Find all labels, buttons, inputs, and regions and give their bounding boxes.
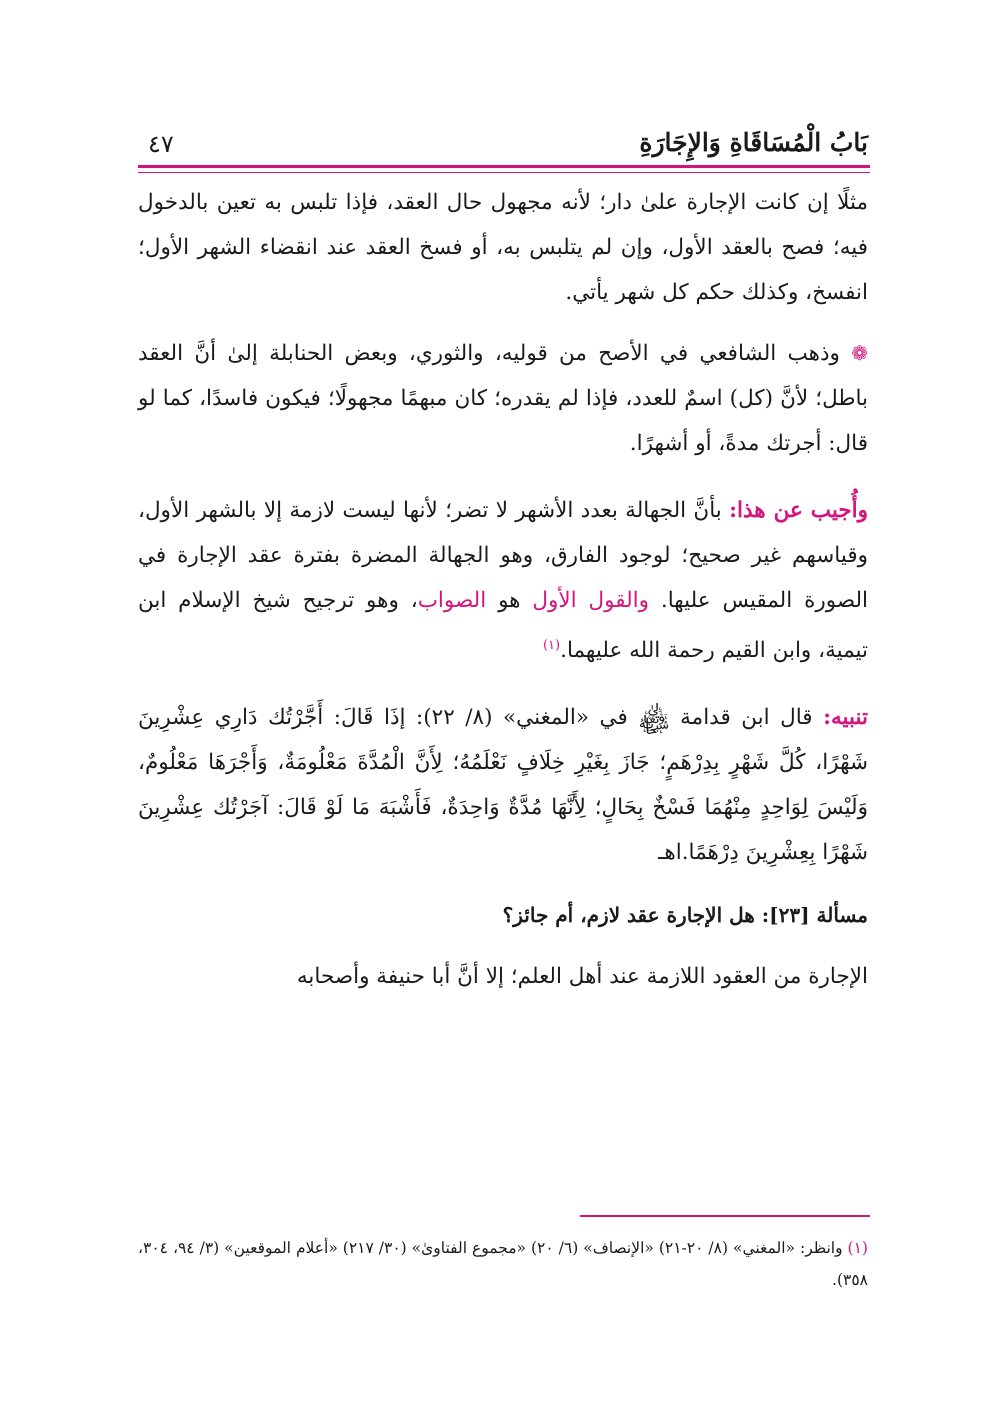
footnote-1-text: وانظر: «المغني» (٨/ ٢٠-٢١) «الإنصاف» (٦/ ٢٠) «مجموع الفتاوىٰ» (٣٠/ ٢١٧) «أعلام الموقعين» (٣/ ٩٤، ٣٠٤، ٣٥٨).: [138, 1239, 868, 1289]
paragraph-2: [138, 331, 868, 466]
main-text: [138, 180, 868, 999]
page-header: [138, 120, 868, 170]
header-rule-thick: [138, 165, 870, 168]
notice-lead: تنبيه:: [823, 705, 869, 731]
paragraph-3: [138, 488, 868, 673]
masala-heading: [138, 893, 868, 938]
masala-label: مسألة [٢٣]:: [761, 903, 868, 928]
highlight-correct: الصواب: [417, 588, 487, 613]
footnote-1: [138, 1232, 868, 1296]
paragraph-4: [138, 695, 868, 875]
paragraph-3-text-a: بأنَّ الجهالة بعدد الأشهر لا تضر؛ لأنها ليست لازمة إلا بالشهر الأول، وقياسهم غير صحيح؛ لوجود الفارق، وهو الجهالة المضرة بفترة عقد الإجارة في الصورة المقيس عليها.: [138, 498, 868, 613]
footnotes: [138, 1232, 868, 1296]
paragraph-4-text: قال ابن قدامة ﷾ في «المغني» (٨/ ٢٢): إذَا قَالَ: أَجَّرْتُك دَارِي عِشْرِينَ شَهْرًا، كُلَّ شَهْرٍ بِدِرْهَمٍ؛ جَازَ بِغَيْرِ خِلَافٍ نَعْلَمُهُ؛ لِأَنَّ الْمُدَّةَ مَعْلُومَةٌ، وَأَجْرَهَا مَعْلُومٌ، وَلَيْسَ لِوَاحِدٍ مِنْهُمَا فَسْخٌ بِحَالٍ؛ لِأَنَّهَا مُدَّةٌ وَاحِدَةٌ، فَأَشْبَهَ مَا لَوْ قَالَ: آجَرْتُك عِشْرِينَ شَهْرًا بِعِشْرِينَ دِرْهَمًا.اهـ: [138, 705, 868, 866]
paragraph-1: مثلًا إن كانت الإجارة علىٰ دار؛ لأنه مجهول حال العقد، فإذا تلبس به تعين بالدخول فيه؛ فصح بالعقد الأول، وإن لم يتلبس به، أو فسخ العقد عند انقضاء الشهر الأول؛ انفسخ، وكذلك حكم كل شهر يأتي.: [138, 190, 868, 305]
paragraph-2-text: وذهب الشافعي في الأصح من قوليه، والثوري، وبعض الحنابلة إلىٰ أنَّ العقد باطل؛ لأنَّ (كل) اسمٌ للعدد، فإذا لم يقدره؛ كان مبهمًا مجهولًا؛ فيكون فاسدًا، كما لو قال: أجرتك مدةً، أو أشهرًا.: [138, 341, 868, 456]
answer-lead: وأُجيب عن هذا:: [729, 498, 868, 523]
highlight-first-opinion: والقول الأول: [532, 588, 650, 613]
masala-title: هل الإجارة عقد لازم، أم جائز؟: [502, 903, 755, 928]
header-rule-thin: [138, 172, 870, 173]
chapter-title: بَابُ الْمُسَاقَاةِ وَالإِجَارَةِ: [639, 128, 868, 157]
footnote-1-number: (١): [847, 1239, 868, 1257]
paragraph-3-text-c: ، وهو ترجيح شيخ الإسلام ابن تيمية، وابن القيم رحمة الله عليهما.: [138, 588, 868, 664]
footnote-separator: [580, 1215, 870, 1217]
footnote-ref-1[interactable]: (١): [542, 638, 561, 653]
paragraph-3-text-b: هو: [498, 588, 521, 613]
page-number: ٤٧: [148, 130, 174, 158]
flower-ornament-icon: ❁: [851, 341, 869, 365]
paragraph-5: الإجارة من العقود اللازمة عند أهل العلم؛ إلا أنَّ أبا حنيفة وأصحابه: [296, 964, 868, 990]
